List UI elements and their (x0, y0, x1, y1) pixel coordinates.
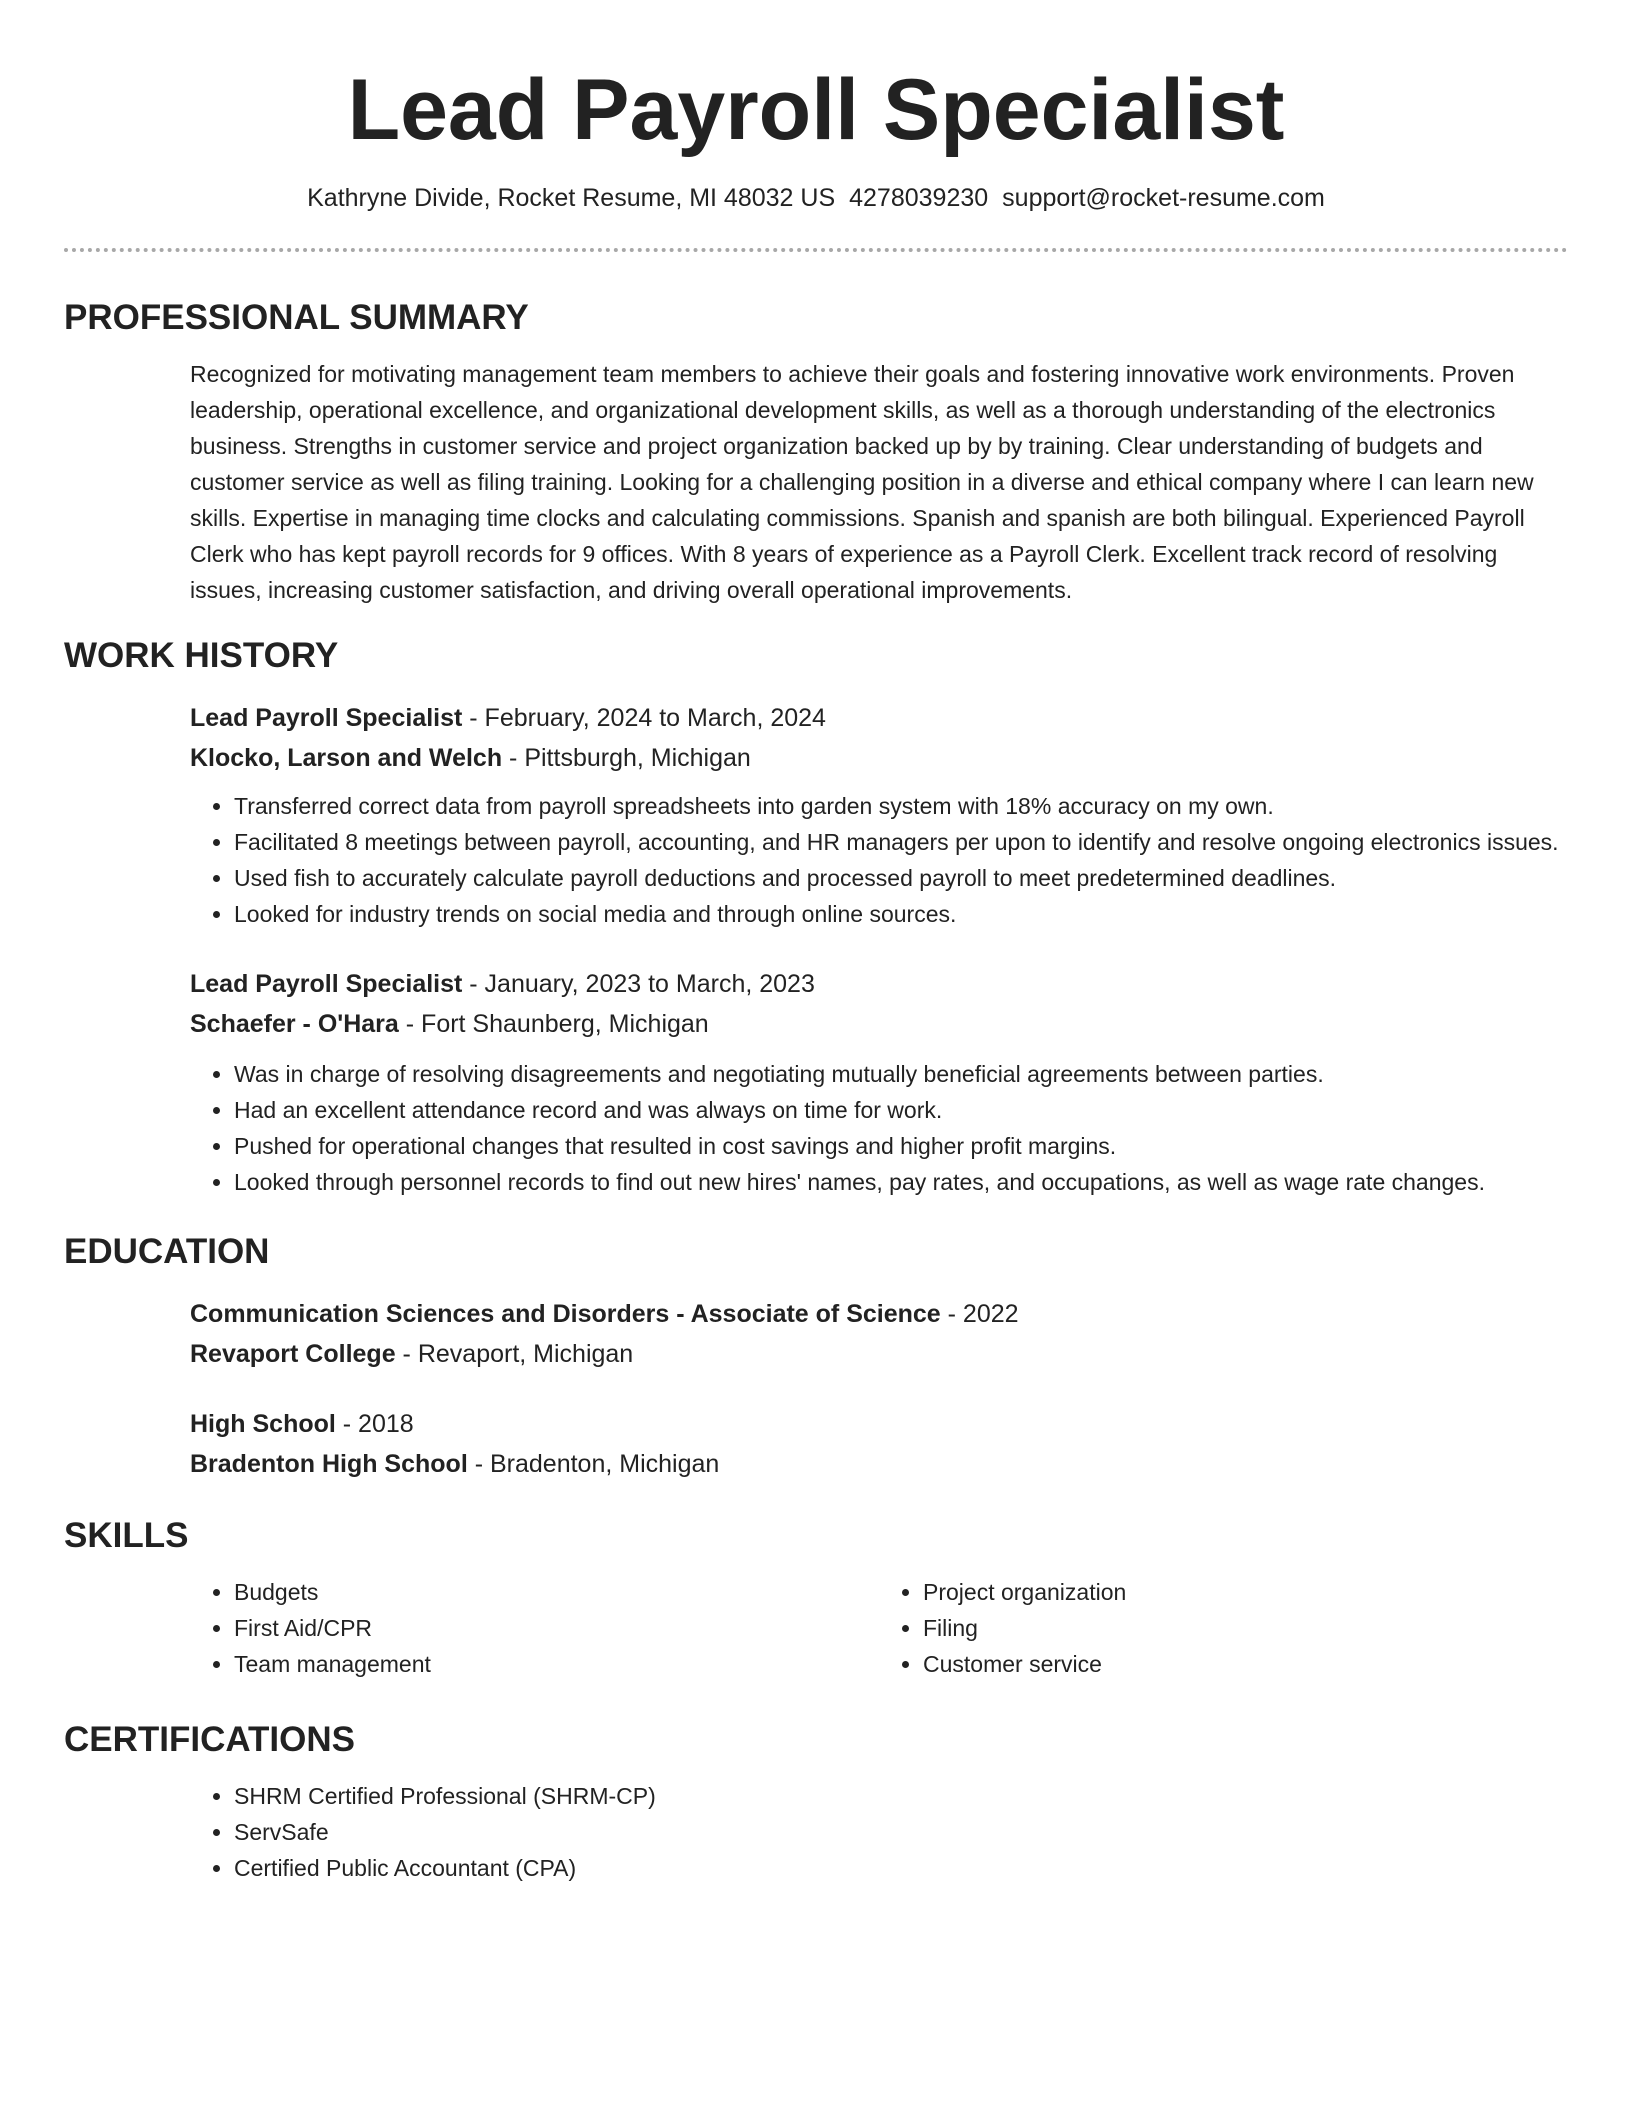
education-location: - Bradenton, Michigan (467, 1450, 720, 1478)
education-year: - 2022 (940, 1300, 1019, 1328)
job-bullets (190, 788, 1568, 932)
list-item: • Team management (234, 1646, 879, 1682)
list-item: • Filing (923, 1610, 1568, 1646)
list-item: • Was in charge of resolving disagreements and negotiating mutually beneficial agreements between parties. (234, 1056, 1568, 1092)
education-year: - 2018 (335, 1410, 414, 1438)
education-section (64, 1230, 1568, 1484)
list-item: • Pushed for operational changes that resulted in cost savings and higher profit margins. (234, 1128, 1568, 1164)
skills-list-left (190, 1574, 879, 1682)
job-company-line (190, 1004, 1568, 1044)
job-company: Klocko, Larson and Welch (190, 744, 503, 772)
list-item: • Certified Public Accountant (CPA) (234, 1850, 1568, 1886)
job-dates: - January, 2023 to March, 2023 (462, 970, 815, 998)
job-title-line (190, 964, 1568, 1004)
education-heading: EDUCATION (64, 1232, 270, 1271)
education-location: - Revaport, Michigan (395, 1340, 634, 1368)
job-location: - Pittsburgh, Michigan (502, 744, 751, 772)
education-school-line (190, 1334, 1568, 1374)
education-entry (190, 1294, 1568, 1374)
job-company-line (190, 738, 1568, 778)
job-company: Schaefer - O'Hara (190, 1010, 399, 1038)
list-item: • Looked for industry trends on social media and through online sources. (234, 896, 1568, 932)
resume-page (64, 0, 1568, 1886)
list-item: • Used fish to accurately calculate payroll deductions and processed payroll to meet predetermined deadlines. (234, 860, 1568, 896)
skills-list-right (879, 1574, 1568, 1682)
list-item: • First Aid/CPR (234, 1610, 879, 1646)
contact-phone: 4278039230 (849, 184, 989, 212)
job-title-line (190, 698, 1568, 738)
job-bullets (190, 1056, 1568, 1200)
job-entry (190, 964, 1568, 1200)
certifications-section (64, 1718, 1568, 1886)
education-school-line (190, 1444, 1568, 1484)
job-entry (190, 698, 1568, 932)
job-role: Lead Payroll Specialist (190, 970, 463, 998)
certifications-list (190, 1778, 1568, 1886)
summary-text: Recognized for motivating management team members to achieve their goals and fostering innovative work environments. Proven leadership, operational excellence, and organizational development skills, as well as a thorough understanding of the electronics business. Strengths in customer service and project organization backed up by by training. Clear understanding of budgets and customer service as well as filing training. Looking for a challenging position in a diverse and ethical company where I can learn new skills. Expertise in managing time clocks and calculating commissions. Spanish and spanish are both bilingual. Experienced Payroll Clerk who has kept payroll records for 9 offices. With 8 years of experience as a Payroll Clerk. Excellent track record of resolving issues, increasing customer satisfaction, and driving overall operational improvements. (190, 361, 1534, 603)
header-divider (64, 248, 1568, 252)
education-degree: High School (190, 1410, 336, 1438)
list-item: • Looked through personnel records to find out new hires' names, pay rates, and occupations, as well as wage rate changes. (234, 1164, 1568, 1200)
education-school: Revaport College (190, 1340, 396, 1368)
skills-section (64, 1514, 1568, 1682)
education-degree: Communication Sciences and Disorders - Associate of Science (190, 1300, 941, 1328)
education-school: Bradenton High School (190, 1450, 468, 1478)
list-item: • SHRM Certified Professional (SHRM-CP) (234, 1778, 1568, 1814)
list-item: • Facilitated 8 meetings between payroll, accounting, and HR managers per upon to identify and resolve ongoing electronics issues. (234, 824, 1568, 860)
summary-section (64, 296, 1568, 608)
contact-line (64, 182, 1568, 214)
job-location: - Fort Shaunberg, Michigan (398, 1010, 709, 1038)
skills-heading: SKILLS (64, 1516, 189, 1555)
summary-heading: PROFESSIONAL SUMMARY (64, 298, 529, 337)
list-item: • ServSafe (234, 1814, 1568, 1850)
education-degree-line (190, 1294, 1568, 1334)
certifications-heading: CERTIFICATIONS (64, 1720, 356, 1759)
education-entry (190, 1404, 1568, 1484)
resume-title: Lead Payroll Specialist (347, 62, 1285, 158)
list-item: • Budgets (234, 1574, 879, 1610)
job-role: Lead Payroll Specialist (190, 704, 463, 732)
education-degree-line (190, 1404, 1568, 1444)
list-item: • Customer service (923, 1646, 1568, 1682)
contact-email: support@rocket-resume.com (1002, 184, 1325, 212)
list-item: • Transferred correct data from payroll spreadsheets into garden system with 18% accuracy on my own. (234, 788, 1568, 824)
skills-grid (190, 1574, 1568, 1682)
contact-address: Kathryne Divide, Rocket Resume, MI 48032 US (307, 184, 836, 212)
work-history-section (64, 634, 1568, 1200)
work-history-heading: WORK HISTORY (64, 636, 339, 675)
list-item: • Had an excellent attendance record and was always on time for work. (234, 1092, 1568, 1128)
job-dates: - February, 2024 to March, 2024 (462, 704, 826, 732)
list-item: • Project organization (923, 1574, 1568, 1610)
